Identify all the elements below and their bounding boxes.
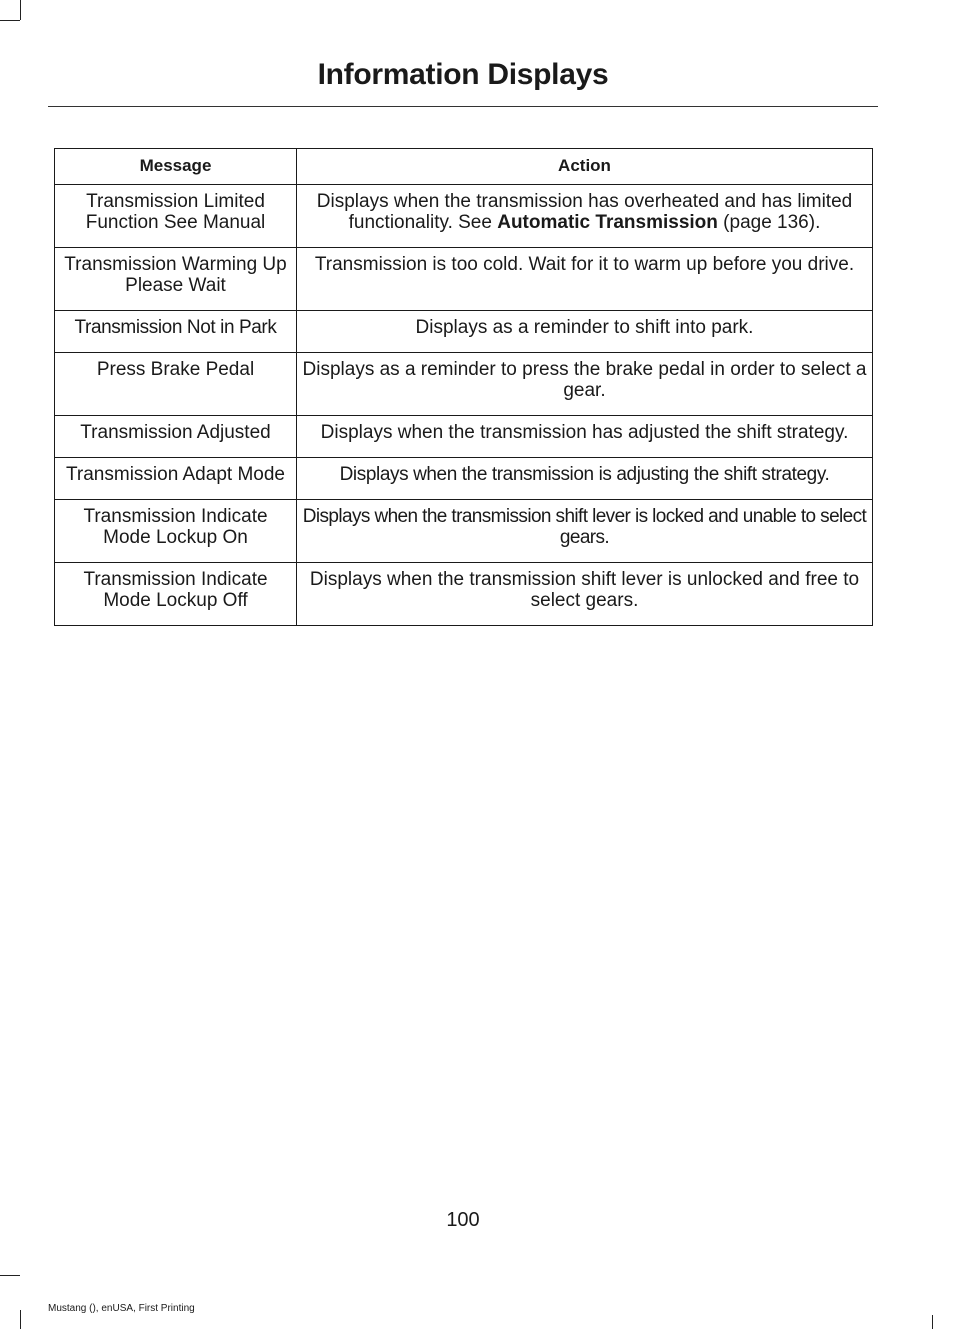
- crop-mark: [20, 1310, 21, 1329]
- action-text: Displays when the transmission has overheated and has limited functionality. See: [316, 191, 853, 233]
- message-cell: Press Brake Pedal: [55, 353, 297, 416]
- action-cell: Displays when the transmission shift lever is locked and unable to select gears.: [297, 500, 873, 563]
- message-cell: Transmission Adjusted: [55, 416, 297, 458]
- action-cell: Displays as a reminder to shift into park.: [297, 311, 873, 353]
- page-title: Information Displays: [317, 58, 609, 91]
- table-row: [55, 563, 873, 626]
- table-row: [55, 185, 873, 248]
- table-row: [55, 458, 873, 500]
- table-row: [55, 353, 873, 416]
- action-cell: Displays as a reminder to press the brake pedal in order to select a gear.: [297, 353, 873, 416]
- action-text: (page 136).: [717, 212, 821, 233]
- message-cell: Transmission Limited Function See Manual: [55, 185, 297, 248]
- cross-reference-link[interactable]: Automatic Transmission: [497, 212, 718, 233]
- crop-mark: [0, 20, 20, 21]
- action-cell: Displays when the transmission shift lever is unlocked and free to select gears.: [297, 563, 873, 626]
- message-cell: Transmission Indicate Mode Lockup On: [55, 500, 297, 563]
- message-column-header: Message: [55, 149, 297, 185]
- action-column-header: Action: [297, 149, 873, 185]
- message-cell: Transmission Warming Up Please Wait: [55, 248, 297, 311]
- table-row: [55, 311, 873, 353]
- footer-text: Mustang (), enUSA, First Printing: [48, 1303, 195, 1314]
- action-cell: Displays when the transmission has adjusted the shift strategy.: [297, 416, 873, 458]
- crop-mark: [20, 0, 21, 20]
- action-cell: [297, 185, 873, 248]
- action-cell: Transmission is too cold. Wait for it to warm up before you drive.: [297, 248, 873, 311]
- table-header-row: [55, 149, 873, 185]
- messages-table: [54, 148, 873, 626]
- table-row: [55, 416, 873, 458]
- title-divider: [48, 106, 878, 107]
- message-cell: Transmission Indicate Mode Lockup Off: [55, 563, 297, 626]
- crop-mark: [932, 1315, 933, 1329]
- table-row: [55, 500, 873, 563]
- action-cell: Displays when the transmission is adjusting the shift strategy.: [297, 458, 873, 500]
- page-number: 100: [446, 1209, 480, 1231]
- message-cell: Transmission Adapt Mode: [55, 458, 297, 500]
- message-cell: Transmission Not in Park: [55, 311, 297, 353]
- crop-mark: [0, 1275, 20, 1276]
- table-row: [55, 248, 873, 311]
